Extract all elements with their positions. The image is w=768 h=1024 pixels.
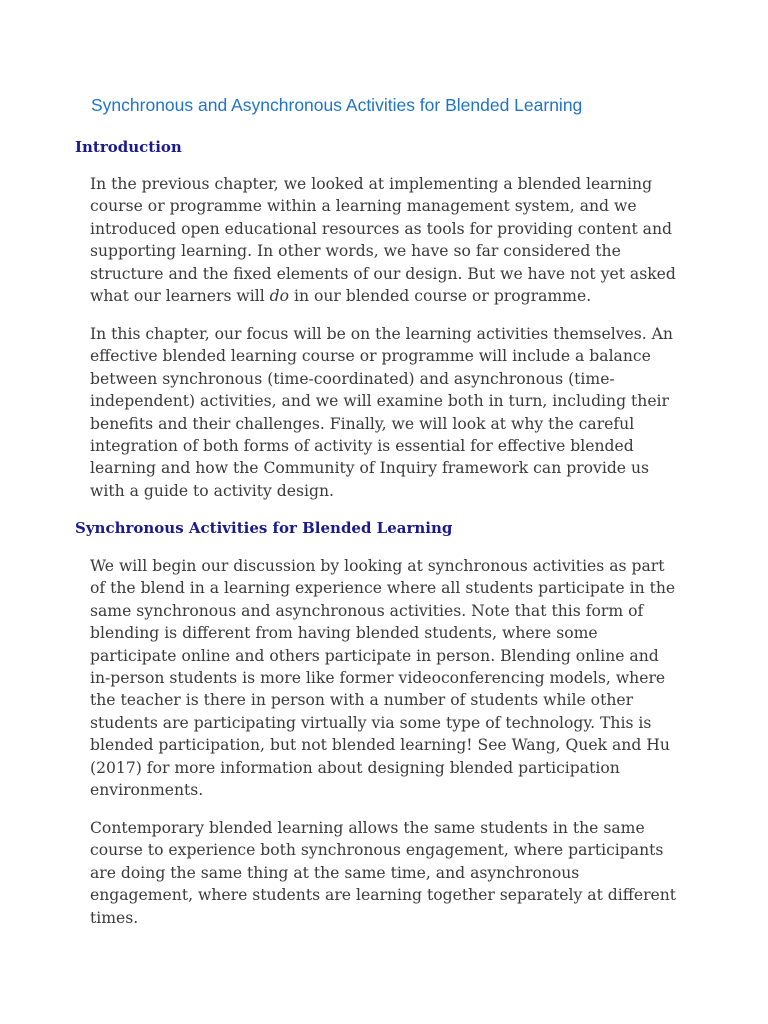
intro-paragraph-1-text-a: In the previous chapter, we looked at implementing a blended learning course or programme within a learning management system, and we introduced open educational resources as tools for providing content and supporting learning. In other words, we have so far considered the structure and the fixed elements of our design. But we have not yet asked what our learners will <box>90 175 676 306</box>
intro-paragraph-1 <box>90 173 680 307</box>
section-heading-introduction: Introduction <box>75 138 182 156</box>
section-heading-synchronous: Synchronous Activities for Blended Learning <box>75 519 453 537</box>
intro-paragraph-1-text-b: in our blended course or programme. <box>289 287 592 306</box>
document-title: Synchronous and Asynchronous Activities for Blended Learning <box>91 95 583 115</box>
intro-paragraph-2: In this chapter, our focus will be on the learning activities themselves. An effective blended learning course or programme will include a balance between synchronous (time-coordinated) and asynchronous (time-independent) activities, and we will examine both in turn, including their benefits and their challenges. Finally, we will look at why the careful integration of both forms of activity is essential for effective blended learning and how the Community of Inquiry framework can provide us with a guide to activity design. <box>90 325 673 500</box>
synchronous-paragraph-1: We will begin our discussion by looking at synchronous activities as part of the blend in a learning experience where all students participate in the same synchronous and asynchronous activities. Note that this form of blending is different from having blended students, where some participate online and others participate in person. Blending online and in-person students is more like former videoconferencing models, where the teacher is there in person with a number of students while other students are participating virtually via some type of technology. This is blended participation, but not blended learning! See Wang, Quek and Hu (2017) for more information about designing blended participation environments. <box>90 557 676 800</box>
synchronous-paragraph-2: Contemporary blended learning allows the same students in the same course to experience both synchronous engagement, where participants are doing the same thing at the same time, and asynchronous engagement, where students are learning together separately at different times. <box>90 819 677 927</box>
intro-paragraph-1-emphasis: do <box>269 287 290 306</box>
